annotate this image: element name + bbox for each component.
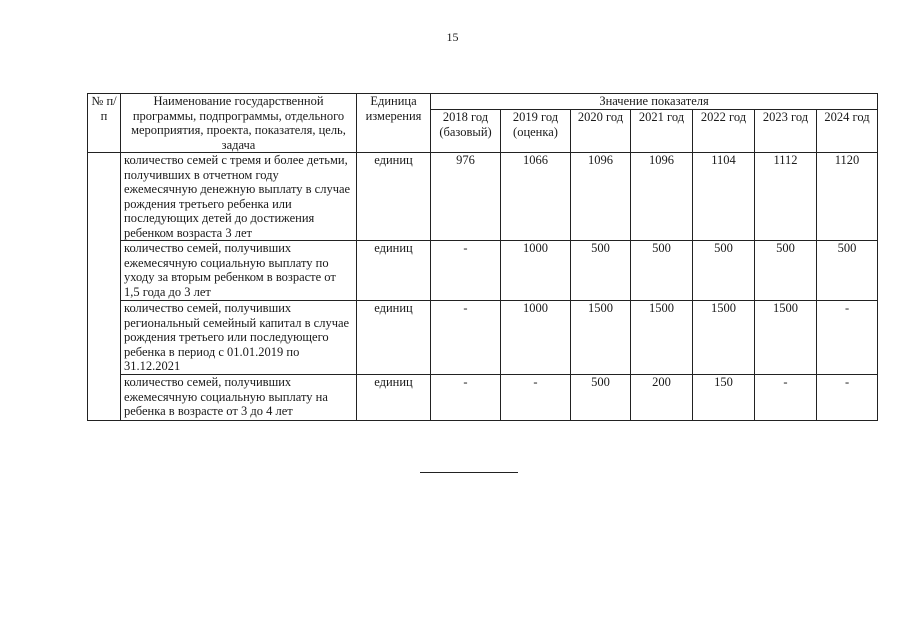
value-2023: 500 (755, 241, 817, 301)
value-2018: - (431, 301, 501, 375)
value-2024: 1120 (817, 153, 878, 241)
value-2021: 1500 (631, 301, 693, 375)
table-row (88, 241, 878, 301)
indicator-name: количество семей, получивших региональный семейный капитал в случае рождения третьего или последующего ребенка в период с 01.01.2019 по 31.12.2021 (121, 301, 357, 375)
header-year-2022: 2022 год (693, 110, 755, 153)
value-2021: 200 (631, 375, 693, 421)
value-2020: 500 (571, 375, 631, 421)
value-2020: 1500 (571, 301, 631, 375)
value-2022: 1500 (693, 301, 755, 375)
value-2020: 500 (571, 241, 631, 301)
value-2022: 150 (693, 375, 755, 421)
header-year-2023: 2023 год (755, 110, 817, 153)
table-row (88, 153, 878, 241)
value-2018: 976 (431, 153, 501, 241)
value-2021: 1096 (631, 153, 693, 241)
header-name: Наименование государственной программы, подпрограммы, отдельного мероприятия, проекта, показателя, цель, задача (121, 94, 357, 153)
value-2024: - (817, 375, 878, 421)
header-value-group: Значение показателя (431, 94, 878, 110)
header-year-2024: 2024 год (817, 110, 878, 153)
value-2018: - (431, 375, 501, 421)
value-2024: - (817, 301, 878, 375)
indicator-name: количество семей с тремя и более детьми, получивших в отчетном году ежемесячную денежную выплату в случае рождения третьего ребенка или последующих детей до достижения ребенком возраста 3 лет (121, 153, 357, 241)
header-year-2021: 2021 год (631, 110, 693, 153)
value-2021: 500 (631, 241, 693, 301)
value-2024: 500 (817, 241, 878, 301)
header-unit: Единица измерения (357, 94, 431, 153)
header-year-2019: 2019 год (оценка) (501, 110, 571, 153)
indicator-unit: единиц (357, 241, 431, 301)
value-2023: - (755, 375, 817, 421)
indicators-table (87, 93, 878, 421)
page-number: 15 (446, 30, 459, 44)
footer-rule (420, 472, 518, 473)
header-row-top (88, 94, 878, 110)
header-year-2020: 2020 год (571, 110, 631, 153)
table-row (88, 375, 878, 421)
value-2022: 500 (693, 241, 755, 301)
value-2023: 1112 (755, 153, 817, 241)
value-2019: - (501, 375, 571, 421)
value-2022: 1104 (693, 153, 755, 241)
header-year-2018: 2018 год (базовый) (431, 110, 501, 153)
value-2018: - (431, 241, 501, 301)
header-num: № п/п (88, 94, 121, 153)
indicator-unit: единиц (357, 375, 431, 421)
value-2019: 1000 (501, 301, 571, 375)
indicator-unit: единиц (357, 301, 431, 375)
value-2023: 1500 (755, 301, 817, 375)
table-row (88, 301, 878, 375)
row-num-cell (88, 153, 121, 421)
value-2020: 1096 (571, 153, 631, 241)
indicator-name: количество семей, получивших ежемесячную социальную выплату по уходу за вторым ребенком в возрасте от 1,5 года до 3 лет (121, 241, 357, 301)
indicator-unit: единиц (357, 153, 431, 241)
value-2019: 1000 (501, 241, 571, 301)
indicator-name: количество семей, получивших ежемесячную социальную выплату на ребенка в возрасте от 3 до 4 лет (121, 375, 357, 421)
value-2019: 1066 (501, 153, 571, 241)
